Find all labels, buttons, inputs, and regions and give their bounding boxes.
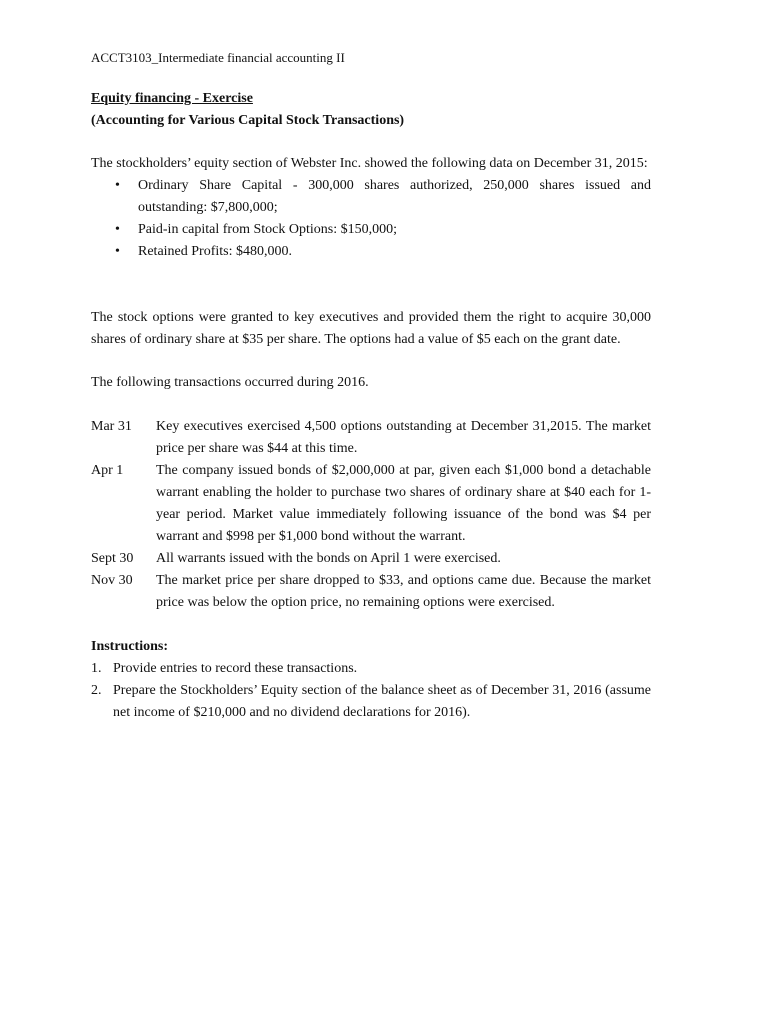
transaction-row bbox=[91, 416, 651, 460]
document-title: Equity financing - Exercise bbox=[91, 91, 253, 106]
transaction-date: Sept 30 bbox=[91, 551, 134, 566]
bullet-item bbox=[91, 241, 651, 263]
document-subtitle: (Accounting for Various Capital Stock Transactions) bbox=[91, 113, 405, 128]
bullet-marker: • bbox=[115, 222, 120, 237]
course-header: ACCT3103_Intermediate financial accounting II bbox=[91, 50, 345, 65]
instructions-heading: Instructions: bbox=[91, 639, 169, 654]
transaction-text: The market price per share dropped to $33, and options came due. Because the market price was below the option price, no remaining options were exercised. bbox=[156, 573, 651, 610]
instructions-section bbox=[91, 636, 651, 724]
title-block bbox=[91, 88, 651, 132]
transaction-text: The company issued bonds of $2,000,000 at par, given each $1,000 bond a detachable warrant enabling the holder to purchase two shares of ordinary share at $40 each for 1-year period. Market value immediately following issuance of the bond was $4 per warrant and $998 per $1,000 bond without the warrant. bbox=[156, 463, 651, 544]
instruction-item bbox=[91, 680, 651, 724]
bullet-item bbox=[91, 219, 651, 241]
instruction-number: 1. bbox=[91, 661, 102, 676]
bullet-text: Retained Profits: $480,000. bbox=[138, 244, 292, 259]
transaction-row bbox=[91, 548, 651, 570]
bullet-text: Ordinary Share Capital - 300,000 shares authorized, 250,000 shares issued and outstanding: $7,800,000; bbox=[138, 178, 651, 215]
transaction-row bbox=[91, 460, 651, 548]
instruction-number: 2. bbox=[91, 683, 102, 698]
transactions-list bbox=[91, 416, 651, 614]
equity-bullet-list bbox=[91, 175, 651, 263]
intro-paragraph: The stockholders’ equity section of Webster Inc. showed the following data on December 31, 2015: bbox=[91, 156, 648, 171]
transactions-intro-paragraph: The following transactions occurred during 2016. bbox=[91, 375, 369, 390]
bullet-marker: • bbox=[115, 178, 120, 193]
transaction-row bbox=[91, 570, 651, 614]
instruction-item bbox=[91, 658, 651, 680]
instruction-text: Provide entries to record these transactions. bbox=[113, 661, 358, 676]
instruction-text: Prepare the Stockholders’ Equity section of the balance sheet as of December 31, 2016 (assume net income of $210,000 and no dividend declarations for 2016). bbox=[113, 683, 651, 720]
transaction-text: All warrants issued with the bonds on April 1 were exercised. bbox=[156, 551, 501, 566]
transaction-date: Mar 31 bbox=[91, 419, 132, 434]
bullet-marker: • bbox=[115, 244, 120, 259]
transaction-date: Nov 30 bbox=[91, 573, 133, 588]
transaction-date: Apr 1 bbox=[91, 463, 124, 478]
instructions-list bbox=[91, 658, 651, 724]
stock-options-paragraph: The stock options were granted to key executives and provided them the right to acquire 30,000 shares of ordinary share at $35 per share. The options had a value of $5 each on the grant date. bbox=[91, 310, 651, 347]
intro-section bbox=[91, 153, 651, 263]
bullet-text: Paid-in capital from Stock Options: $150,000; bbox=[138, 222, 397, 237]
bullet-item bbox=[91, 175, 651, 219]
transaction-text: Key executives exercised 4,500 options outstanding at December 31,2015. The market price per share was $44 at this time. bbox=[156, 419, 651, 456]
